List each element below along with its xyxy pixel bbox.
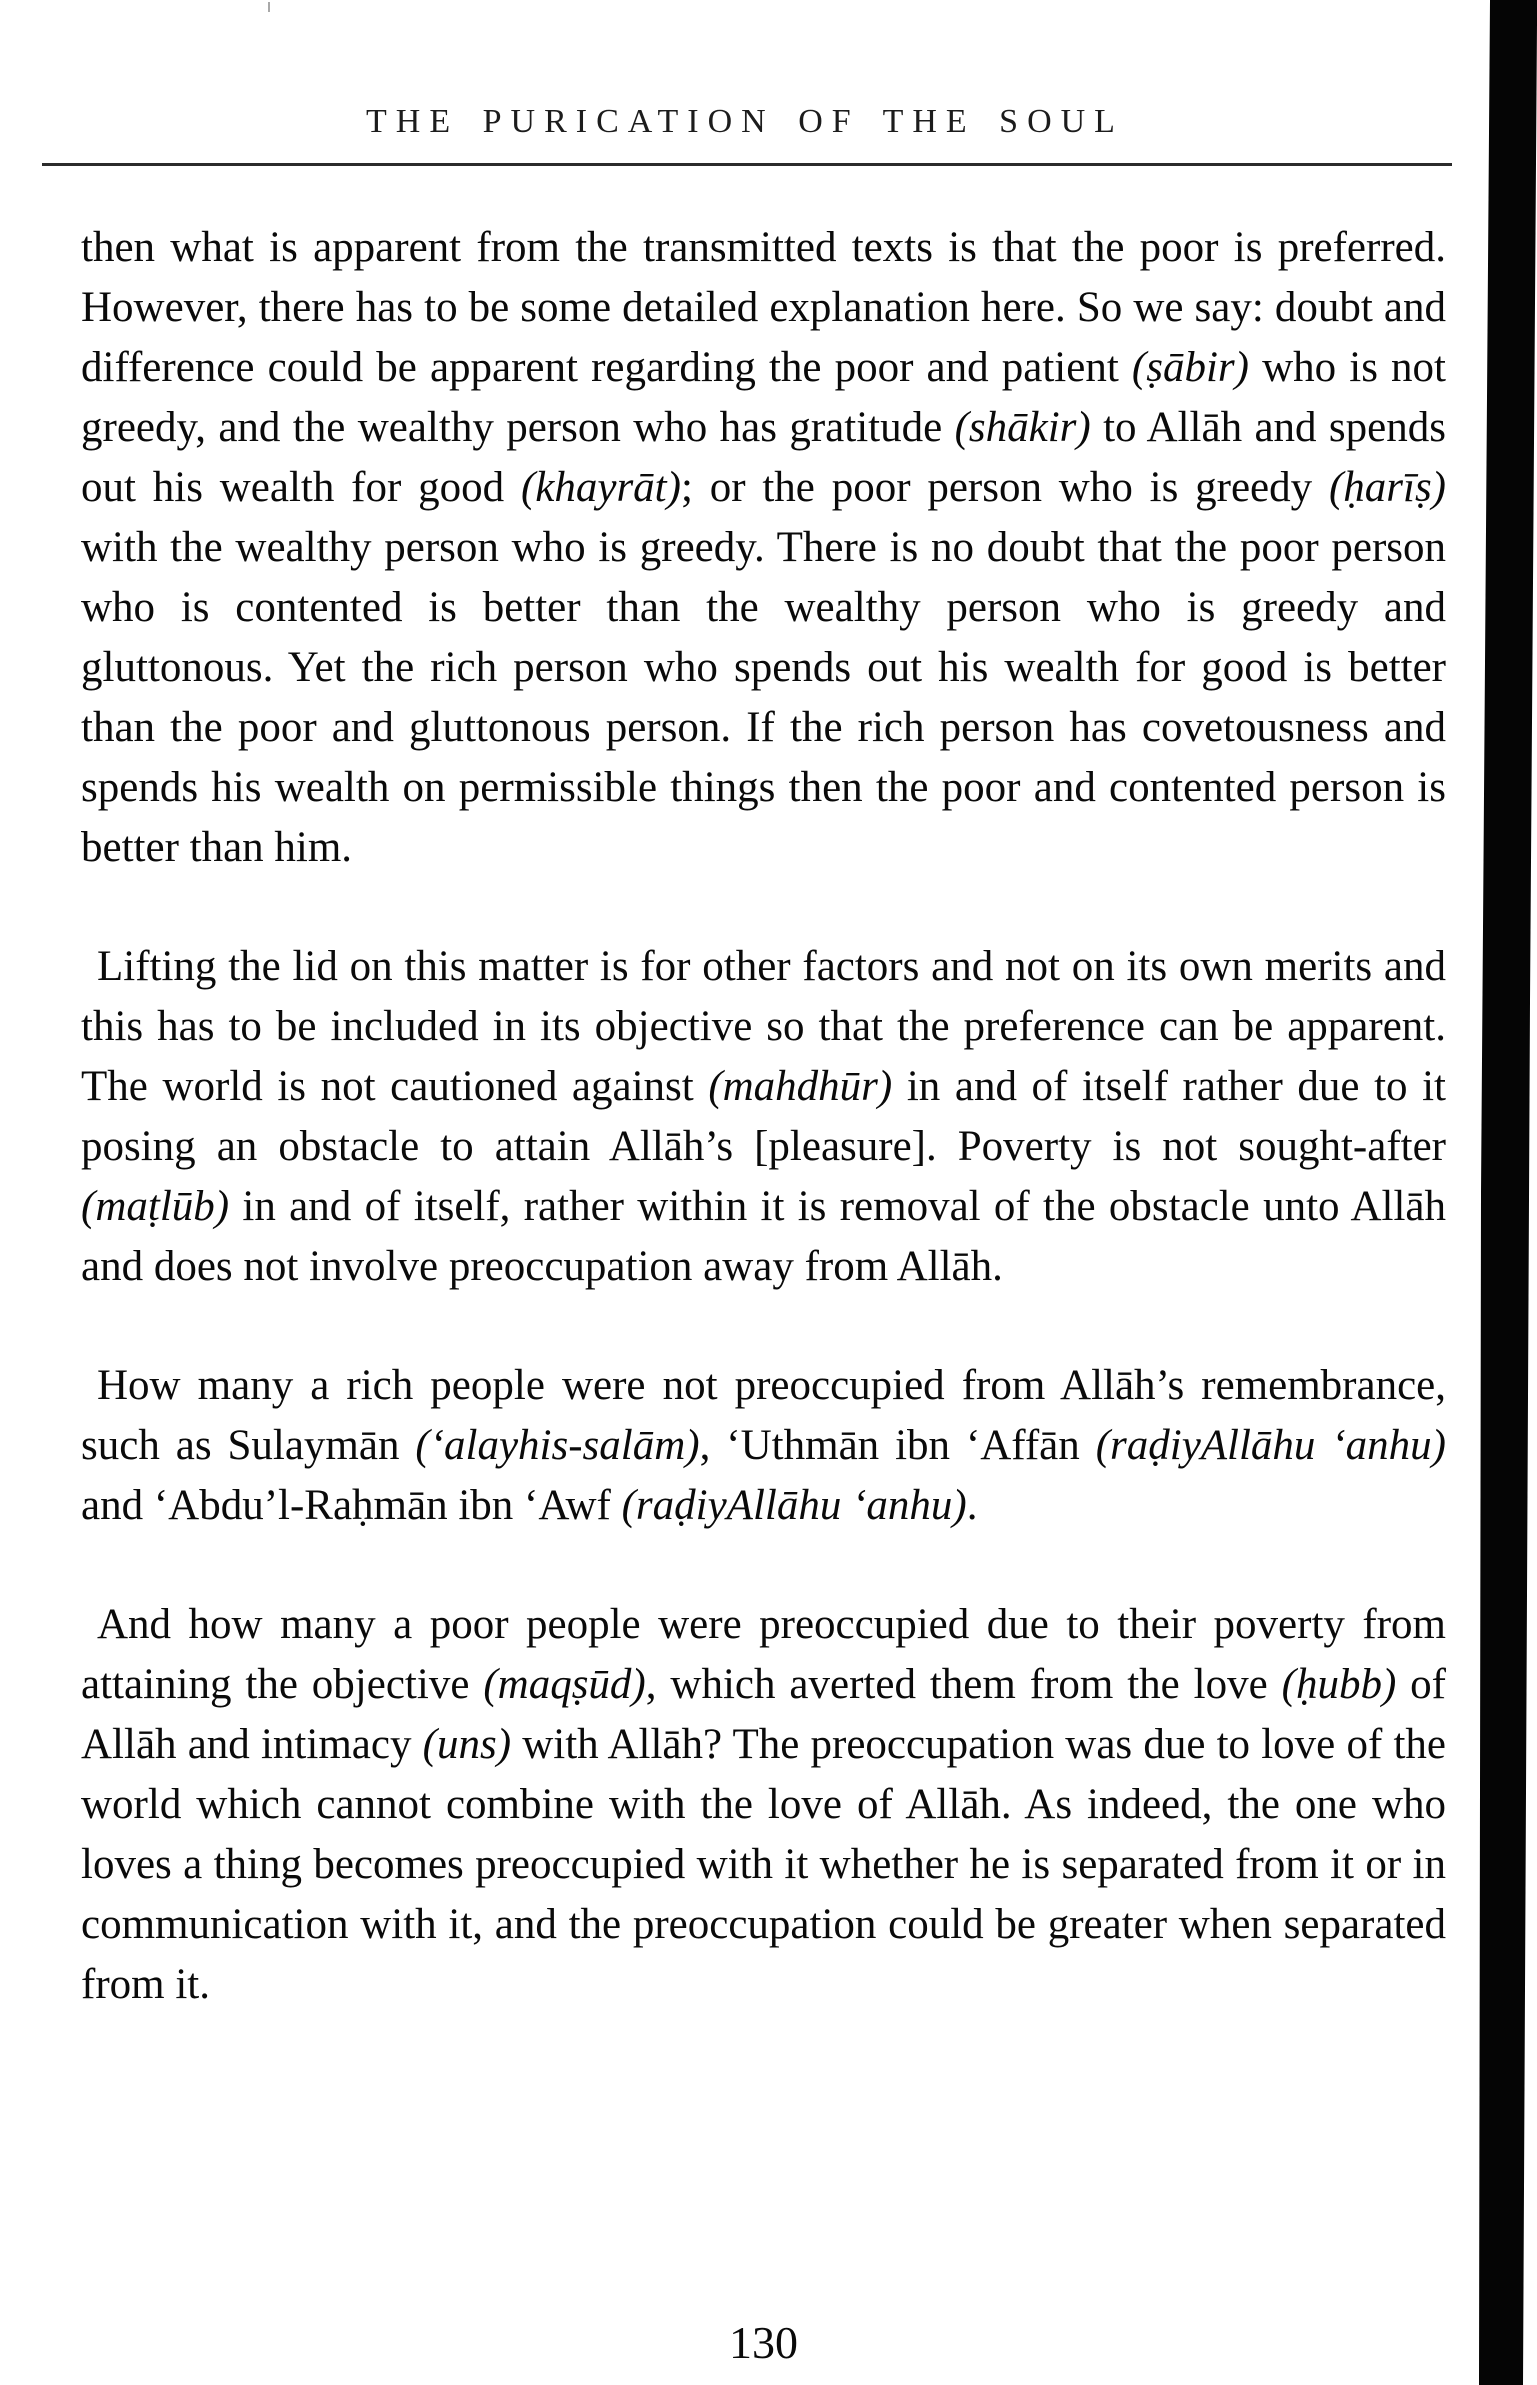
body-text: Lifting the lid on this matter is for other factors and not on its own merits and this has to be included in its objective so that the preference can be apparent. The world is not cautioned against [81,943,1446,1110]
paragraph [81,1595,1446,2015]
page-body [81,218,1446,2074]
header-rule [42,163,1452,166]
transliteration-term: (khayrāt) [520,464,681,511]
body-text: and ‘Abdu’l-Raḥmān ibn ‘Awf [81,1482,622,1529]
transliteration-term: (raḍiyAllāhu ‘anhu) [1095,1422,1446,1469]
body-text: with the wealthy person who is greedy. There is no doubt that the poor person who is contented is better than the wealthy person who is greedy and gluttonous. Yet the rich person who spends out his wealth for good is better than the poor and gluttonous person. If the rich person has covetousness and spends his wealth on permissible things then the poor and contented person is better than him. [81,524,1446,871]
paragraph [81,218,1446,878]
body-text: who is not greedy, and the wealthy person who has gratitude [81,344,1446,451]
transliteration-term: (uns) [422,1721,512,1768]
body-text: in and of itself, rather within it is removal of the obstacle unto Allāh and does not involve preoccupation away from Allāh. [81,1183,1446,1290]
body-text: , ‘Uthmān ibn ‘Affān [699,1422,1096,1469]
body-text: And how many a poor people were preoccupied due to their poverty from attaining the objective [81,1601,1446,1708]
body-text: with Allāh? The preoccupation was due to love of the world which cannot combine with the love of Allāh. As indeed, the one who loves a thing becomes preoccupied with it whether he is separated from it or in communication with it, and the preoccupation could be greater when separated from it. [81,1721,1446,2008]
transliteration-term: (mahdhūr) [708,1063,893,1110]
transliteration-term: (raḍiyAllāhu ‘anhu) [621,1482,967,1529]
body-text: then what is apparent from the transmitted texts is that the poor is preferred. However, there has to be some detailed explanation here. So we say: doubt and difference could be apparent regarding the poor and patient [81,224,1446,391]
book-spine-shadow [1475,0,1537,2385]
page-number: 130 [729,2317,798,2368]
body-text: of Allāh and intimacy [81,1661,1446,1768]
transliteration-term: (ṣābir) [1131,344,1249,391]
paragraph [81,1356,1446,1536]
transliteration-term: (ḥarīṣ) [1328,464,1446,511]
body-text: ; or the poor person who is greedy [680,464,1329,511]
transliteration-term: (maṭlūb) [81,1183,230,1230]
running-header: THE PURICATION OF THE SOUL [366,103,1124,140]
transliteration-term: (shākir) [954,404,1091,451]
body-text: How many a rich people were not preoccupied from Allāh’s remembrance, such as Sulaymān [81,1362,1446,1469]
transliteration-term: (maqṣūd) [483,1661,646,1708]
paragraph [81,937,1446,1297]
transliteration-term: (‘alayhis-salām) [415,1422,700,1469]
body-text: . [966,1482,978,1529]
body-text: to Allāh and spends out his wealth for good [81,404,1446,511]
scan-artifact [268,2,270,12]
body-text: , which averted them from the love [645,1661,1282,1708]
body-text: in and of itself rather due to it posing an obstacle to attain Allāh’s [pleasure]. Poverty is not sought-after [81,1063,1447,1170]
transliteration-term: (ḥubb) [1281,1661,1397,1708]
